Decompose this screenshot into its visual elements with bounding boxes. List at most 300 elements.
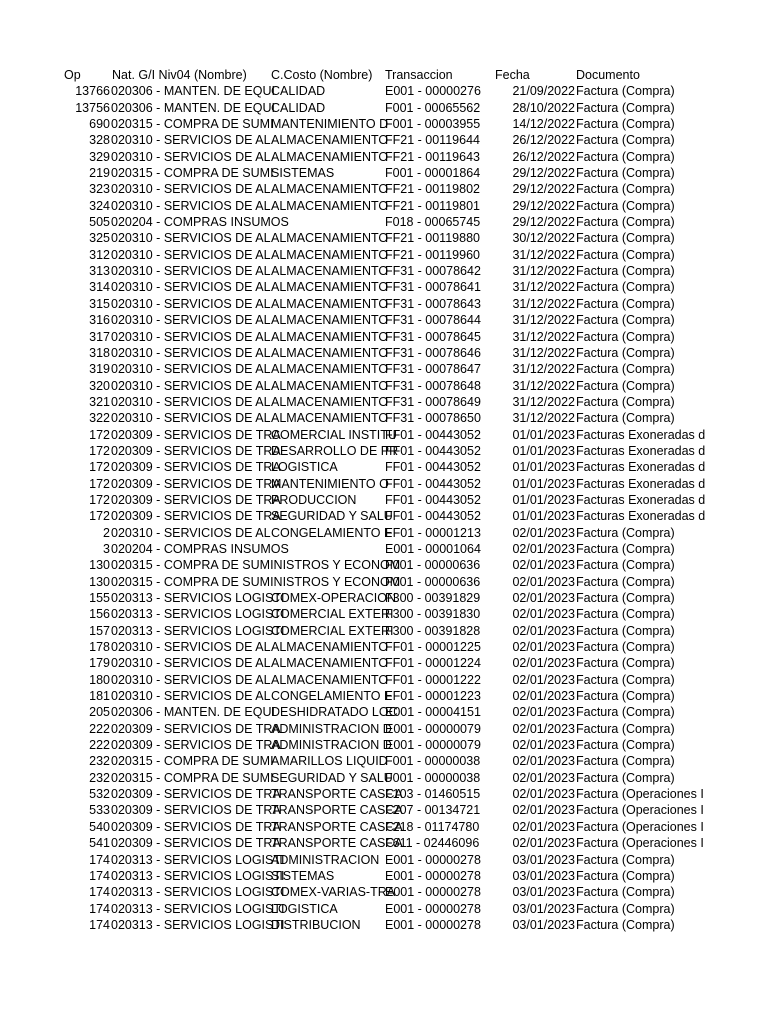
cell-nat: 020309 - SERVICIOS DE TRA: [111, 787, 281, 802]
cell-costo: ADMINISTRACION D: [271, 721, 392, 736]
cell-fecha: 02/01/2023: [512, 721, 575, 736]
cell-costo: ALMACENAMIENTO: [271, 362, 389, 377]
cell-nat: 020309 - SERVICIOS DE TRA: [111, 443, 281, 458]
cell-fecha: 31/12/2022: [512, 345, 575, 360]
table-row: [0, 132, 768, 148]
cell-nat: 020310 - SERVICIOS DE AL: [111, 640, 271, 655]
cell-nat: 020306 - MANTEN. DE EQUI: [111, 100, 275, 115]
cell-transaccion: E001 - 00004151: [385, 705, 481, 720]
table-row: [0, 917, 768, 933]
header-transaccion: Transaccion: [385, 68, 453, 82]
table-row: [0, 263, 768, 279]
cell-fecha: 01/01/2023: [512, 476, 575, 491]
cell-transaccion: FF21 - 00119802: [385, 182, 480, 197]
cell-documento: Factura (Compra): [576, 149, 675, 164]
cell-documento: Facturas Exoneradas d: [576, 443, 706, 458]
cell-documento: Factura (Compra): [576, 885, 675, 900]
table-row: [0, 525, 768, 541]
table-row: [0, 574, 768, 590]
cell-costo: ALMACENAMIENTO: [271, 149, 389, 164]
table-row: [0, 198, 768, 214]
table-row: [0, 852, 768, 868]
cell-nat: 020310 - SERVICIOS DE AL: [111, 264, 271, 279]
cell-transaccion: E001 - 00001064: [385, 541, 481, 556]
cell-fecha: 02/01/2023: [512, 738, 575, 753]
table-row: [0, 606, 768, 622]
cell-op: 690: [89, 117, 110, 132]
cell-transaccion: E001 - 00000278: [385, 917, 481, 932]
cell-transaccion: F001 - 00001864: [385, 166, 481, 181]
cell-nat: 020306 - MANTEN. DE EQUI: [111, 84, 275, 99]
cell-fecha: 03/01/2023: [512, 917, 575, 932]
header-row: [0, 67, 768, 83]
cell-transaccion: FF01 - 00443052: [385, 476, 481, 491]
cell-op: 178: [89, 640, 110, 655]
cell-nat: 020315 - COMPRA DE SUMI: [111, 754, 274, 769]
cell-costo: TRANSPORTE CASCA: [271, 819, 403, 834]
cell-fecha: 31/12/2022: [512, 378, 575, 393]
cell-costo: ALMACENAMIENTO: [271, 378, 389, 393]
cell-nat: 020310 - SERVICIOS DE AL: [111, 689, 271, 704]
cell-costo: LOGISTICA: [271, 460, 338, 475]
cell-fecha: 02/01/2023: [512, 656, 575, 671]
cell-transaccion: E001 - 00000276: [385, 84, 481, 99]
cell-costo: ALMACENAMIENTO: [271, 329, 389, 344]
cell-fecha: 01/01/2023: [512, 427, 575, 442]
cell-nat: 020309 - SERVICIOS DE TRA: [111, 803, 281, 818]
cell-transaccion: FF21 - 00119960: [385, 247, 480, 262]
cell-documento: Factura (Compra): [576, 558, 675, 573]
cell-fecha: 31/12/2022: [512, 329, 575, 344]
cell-transaccion: E001 - 00000079: [385, 738, 481, 753]
spreadsheet: [0, 67, 768, 933]
header-fecha: Fecha: [495, 68, 530, 82]
cell-nat: 020310 - SERVICIOS DE AL: [111, 149, 271, 164]
table-body: [0, 83, 768, 933]
cell-op: 219: [89, 166, 110, 181]
cell-documento: Factura (Compra): [576, 672, 675, 687]
cell-op: 13756: [75, 100, 110, 115]
cell-op: 174: [89, 868, 110, 883]
cell-op: 317: [89, 329, 110, 344]
cell-op: 320: [89, 378, 110, 393]
cell-costo: ALMACENAMIENTO: [271, 672, 389, 687]
cell-fecha: 28/10/2022: [512, 100, 575, 115]
cell-transaccion: F001 - 00000636: [385, 558, 481, 573]
cell-documento: Factura (Compra): [576, 198, 675, 213]
cell-costo: ALMACENAMIENTO: [271, 198, 389, 213]
cell-costo: COMERCIAL EXTERI: [271, 623, 394, 638]
cell-transaccion: E001 - 00000278: [385, 868, 481, 883]
cell-fecha: 03/01/2023: [512, 852, 575, 867]
cell-costo: ALMACENAMIENTO: [271, 394, 389, 409]
cell-op: 174: [89, 852, 110, 867]
cell-fecha: 02/01/2023: [512, 558, 575, 573]
cell-nat: 020310 - SERVICIOS DE AL: [111, 411, 271, 426]
table-row: [0, 345, 768, 361]
table-row: [0, 819, 768, 835]
cell-nat: 020310 - SERVICIOS DE AL: [111, 182, 271, 197]
cell-costo: DESARROLLO DE PR: [271, 443, 399, 458]
cell-transaccion: E001 - 00000278: [385, 852, 481, 867]
table-row: [0, 476, 768, 492]
cell-documento: Factura (Compra): [576, 738, 675, 753]
cell-costo: SEGURIDAD Y SALU: [271, 509, 393, 524]
cell-documento: Factura (Compra): [576, 574, 675, 589]
table-row: [0, 901, 768, 917]
cell-nat: 020309 - SERVICIOS DE TRA: [111, 460, 281, 475]
cell-nat: 020315 - COMPRA DE SUMINISTROS Y ECONOM: [111, 558, 401, 573]
cell-nat: 020309 - SERVICIOS DE TRA: [111, 427, 281, 442]
cell-transaccion: F300 - 00391830: [385, 607, 481, 622]
cell-nat: 020313 - SERVICIOS LOGISTI: [111, 901, 285, 916]
cell-documento: Facturas Exoneradas d: [576, 492, 706, 507]
cell-documento: Factura (Compra): [576, 247, 675, 262]
cell-costo: COMERCIAL INSTITU: [271, 427, 397, 442]
cell-nat: 020310 - SERVICIOS DE AL: [111, 656, 271, 671]
cell-documento: Facturas Exoneradas d: [576, 476, 706, 491]
cell-op: 174: [89, 885, 110, 900]
cell-transaccion: FF31 - 00078643: [385, 296, 481, 311]
table-row: [0, 279, 768, 295]
cell-op: 172: [89, 476, 110, 491]
cell-transaccion: FF21 - 00119644: [385, 133, 480, 148]
cell-op: 232: [89, 754, 110, 769]
cell-fecha: 31/12/2022: [512, 247, 575, 262]
table-row: [0, 378, 768, 394]
cell-documento: Factura (Compra): [576, 166, 675, 181]
cell-transaccion: FF01 - 00001222: [385, 672, 481, 687]
cell-op: 319: [89, 362, 110, 377]
cell-fecha: 01/01/2023: [512, 492, 575, 507]
cell-documento: Factura (Operaciones I: [576, 787, 704, 802]
table-row: [0, 116, 768, 132]
cell-transaccion: F001 - 00000636: [385, 574, 481, 589]
cell-fecha: 31/12/2022: [512, 313, 575, 328]
cell-documento: Factura (Compra): [576, 394, 675, 409]
cell-transaccion: F001 - 00000038: [385, 754, 481, 769]
cell-costo: CALIDAD: [271, 84, 326, 99]
cell-costo: AMARILLOS LIQUID: [271, 754, 388, 769]
cell-fecha: 01/01/2023: [512, 460, 575, 475]
cell-nat: 020310 - SERVICIOS DE AL: [111, 345, 271, 360]
cell-fecha: 26/12/2022: [512, 133, 575, 148]
cell-transaccion: FF31 - 00078642: [385, 264, 481, 279]
cell-op: 180: [89, 672, 110, 687]
table-row: [0, 83, 768, 99]
cell-fecha: 02/01/2023: [512, 574, 575, 589]
cell-fecha: 02/01/2023: [512, 819, 575, 834]
cell-fecha: 31/12/2022: [512, 411, 575, 426]
cell-documento: Factura (Compra): [576, 689, 675, 704]
cell-fecha: 02/01/2023: [512, 525, 575, 540]
cell-documento: Factura (Compra): [576, 917, 675, 932]
cell-op: 155: [89, 591, 110, 605]
cell-costo: ALMACENAMIENTO: [271, 640, 389, 655]
table-row: [0, 672, 768, 688]
cell-fecha: 31/12/2022: [512, 296, 575, 311]
table-row: [0, 165, 768, 181]
cell-fecha: 29/12/2022: [512, 182, 575, 197]
cell-op: 3: [103, 541, 110, 556]
cell-nat: 020310 - SERVICIOS DE AL: [111, 296, 271, 311]
cell-costo: DISTRIBUCION: [271, 917, 361, 932]
cell-op: 321: [89, 394, 110, 409]
cell-transaccion: FF01 - 00443052: [385, 492, 481, 507]
cell-nat: 020310 - SERVICIOS DE AL: [111, 362, 271, 377]
cell-nat: 020310 - SERVICIOS DE AL: [111, 672, 271, 687]
cell-costo: TRANSPORTE CASCA: [271, 836, 403, 851]
cell-transaccion: E001 - 00000079: [385, 721, 481, 736]
cell-costo: DESHIDRATADO LOC: [271, 705, 398, 720]
cell-transaccion: FF21 - 00119801: [385, 198, 480, 213]
cell-nat: 020313 - SERVICIOS LOGISTI: [111, 885, 285, 900]
cell-op: 222: [89, 738, 110, 753]
cell-transaccion: FF21 - 00119880: [385, 231, 480, 246]
cell-fecha: 29/12/2022: [512, 166, 575, 181]
cell-documento: Factura (Compra): [576, 623, 675, 638]
cell-costo: ALMACENAMIENTO: [271, 133, 389, 148]
cell-fecha: 03/01/2023: [512, 868, 575, 883]
cell-transaccion: FF31 - 00078649: [385, 394, 481, 409]
table-row: [0, 721, 768, 737]
cell-nat: 020313 - SERVICIOS LOGISTI: [111, 852, 285, 867]
cell-documento: Facturas Exoneradas d: [576, 460, 706, 475]
cell-fecha: 02/01/2023: [512, 541, 575, 556]
cell-fecha: 30/12/2022: [512, 231, 575, 246]
cell-op: 130: [89, 558, 110, 573]
cell-costo: ALMACENAMIENTO: [271, 231, 389, 246]
cell-documento: Factura (Compra): [576, 133, 675, 148]
cell-costo: ALMACENAMIENTO: [271, 182, 389, 197]
header-documento: Documento: [576, 68, 640, 82]
table-row: [0, 802, 768, 818]
cell-transaccion: FF21 - 00119643: [385, 149, 480, 164]
table-row: [0, 541, 768, 557]
cell-costo: ALMACENAMIENTO: [271, 264, 389, 279]
table-row: [0, 230, 768, 246]
cell-documento: Factura (Compra): [576, 901, 675, 916]
cell-op: 181: [89, 689, 110, 704]
cell-nat: 020306 - MANTEN. DE EQUI: [111, 705, 275, 720]
cell-nat: 020310 - SERVICIOS DE AL: [111, 133, 271, 148]
cell-fecha: 02/01/2023: [512, 705, 575, 720]
cell-transaccion: FF01 - 00001225: [385, 640, 481, 655]
cell-documento: Factura (Compra): [576, 525, 675, 540]
cell-costo: ADMINISTRACION: [271, 852, 380, 867]
cell-costo: TRANSPORTE CASCA: [271, 803, 403, 818]
cell-costo: ALMACENAMIENTO: [271, 656, 389, 671]
cell-transaccion: FF01 - 00001223: [385, 689, 481, 704]
header-nat: Nat. G/I Niv04 (Nombre): [112, 68, 247, 82]
header-op: Op: [64, 68, 81, 82]
cell-op: 324: [89, 198, 110, 213]
cell-transaccion: F300 - 00391829: [385, 591, 481, 605]
cell-costo: ALMACENAMIENTO: [271, 280, 389, 295]
table-row: [0, 312, 768, 328]
cell-transaccion: F207 - 00134721: [385, 803, 481, 818]
cell-costo: ALMACENAMIENTO: [271, 247, 389, 262]
cell-fecha: 29/12/2022: [512, 198, 575, 213]
cell-transaccion: FF01 - 00443052: [385, 443, 481, 458]
table-row: [0, 181, 768, 197]
cell-nat: 020309 - SERVICIOS DE TRA: [111, 819, 281, 834]
cell-fecha: 21/09/2022: [512, 84, 575, 99]
cell-op: 222: [89, 721, 110, 736]
cell-documento: Factura (Compra): [576, 607, 675, 622]
cell-costo: ALMACENAMIENTO: [271, 345, 389, 360]
cell-transaccion: FF01 - 00001213: [385, 525, 481, 540]
cell-fecha: 02/01/2023: [512, 689, 575, 704]
cell-transaccion: FF31 - 00078645: [385, 329, 481, 344]
cell-documento: Factura (Compra): [576, 705, 675, 720]
cell-costo: PRODUCCION: [271, 492, 357, 507]
table-row: [0, 361, 768, 377]
cell-costo: COMERCIAL EXTERI: [271, 607, 394, 622]
cell-fecha: 02/01/2023: [512, 640, 575, 655]
cell-nat: 020313 - SERVICIOS LOGISTI: [111, 917, 285, 932]
cell-nat: 020309 - SERVICIOS DE TRA: [111, 492, 281, 507]
cell-documento: Factura (Compra): [576, 117, 675, 132]
table-row: [0, 247, 768, 263]
cell-op: 532: [89, 787, 110, 802]
cell-documento: Factura (Compra): [576, 378, 675, 393]
cell-documento: Factura (Compra): [576, 640, 675, 655]
cell-nat: 020315 - COMPRA DE SUMI: [111, 770, 274, 785]
cell-costo: COMEX-VARIAS-TRA: [271, 885, 396, 900]
cell-documento: Factura (Compra): [576, 868, 675, 883]
cell-transaccion: FF31 - 00078644: [385, 313, 481, 328]
cell-transaccion: F103 - 01460515: [385, 787, 481, 802]
cell-op: 323: [89, 182, 110, 197]
table-row: [0, 296, 768, 312]
cell-fecha: 03/01/2023: [512, 901, 575, 916]
cell-transaccion: F001 - 00003955: [385, 117, 481, 132]
cell-transaccion: FF01 - 00443052: [385, 427, 481, 442]
cell-op: 172: [89, 427, 110, 442]
cell-nat: 020309 - SERVICIOS DE TRA: [111, 509, 281, 524]
cell-costo: SISTEMAS: [271, 166, 335, 181]
cell-nat: 020310 - SERVICIOS DE AL: [111, 231, 271, 246]
cell-op: 157: [89, 623, 110, 638]
cell-nat: 020313 - SERVICIOS LOGISTI: [111, 591, 285, 605]
cell-documento: Factura (Compra): [576, 362, 675, 377]
cell-costo: COMEX-OPERACION: [271, 591, 397, 605]
cell-transaccion: FF01 - 00001224: [385, 656, 481, 671]
table-row: [0, 329, 768, 345]
cell-costo: LOGISTICA: [271, 901, 338, 916]
cell-nat: 020204 - COMPRAS INSUMOS: [111, 541, 289, 556]
cell-documento: Factura (Compra): [576, 721, 675, 736]
cell-documento: Factura (Compra): [576, 215, 675, 230]
cell-transaccion: F018 - 00065745: [385, 215, 481, 230]
cell-documento: Factura (Compra): [576, 656, 675, 671]
cell-transaccion: F611 - 02446096: [385, 836, 480, 851]
table-row: [0, 557, 768, 573]
table-row: [0, 149, 768, 165]
cell-nat: 020313 - SERVICIOS LOGISTI: [111, 868, 285, 883]
cell-transaccion: F300 - 00391828: [385, 623, 481, 638]
cell-fecha: 02/01/2023: [512, 623, 575, 638]
cell-transaccion: F218 - 01174780: [385, 819, 480, 834]
cell-fecha: 02/01/2023: [512, 591, 575, 605]
cell-fecha: 03/01/2023: [512, 885, 575, 900]
cell-transaccion: FF01 - 00443052: [385, 460, 481, 475]
cell-op: 172: [89, 460, 110, 475]
cell-documento: Factura (Operaciones I: [576, 836, 704, 851]
cell-nat: 020310 - SERVICIOS DE AL: [111, 525, 271, 540]
cell-documento: Factura (Compra): [576, 231, 675, 246]
cell-documento: Factura (Compra): [576, 852, 675, 867]
cell-transaccion: FF31 - 00078647: [385, 362, 481, 377]
table-row: [0, 753, 768, 769]
cell-transaccion: F001 - 00065562: [385, 100, 481, 115]
cell-op: 325: [89, 231, 110, 246]
cell-costo: ALMACENAMIENTO: [271, 313, 389, 328]
cell-nat: 020315 - COMPRA DE SUMI: [111, 117, 274, 132]
cell-op: 312: [89, 247, 110, 262]
cell-op: 540: [89, 819, 110, 834]
cell-documento: Factura (Operaciones I: [576, 819, 704, 834]
cell-documento: Factura (Compra): [576, 100, 675, 115]
cell-fecha: 01/01/2023: [512, 443, 575, 458]
cell-fecha: 31/12/2022: [512, 264, 575, 279]
cell-costo: SISTEMAS: [271, 868, 335, 883]
cell-op: 316: [89, 313, 110, 328]
cell-op: 172: [89, 443, 110, 458]
cell-fecha: 02/01/2023: [512, 607, 575, 622]
cell-documento: Factura (Compra): [576, 264, 675, 279]
cell-op: 179: [89, 656, 110, 671]
cell-documento: Facturas Exoneradas d: [576, 509, 706, 524]
cell-transaccion: E001 - 00000278: [385, 901, 481, 916]
cell-op: 533: [89, 803, 110, 818]
table-row: [0, 427, 768, 443]
table-row: [0, 590, 768, 606]
table-row: [0, 884, 768, 900]
cell-transaccion: FF31 - 00078646: [385, 345, 481, 360]
cell-nat: 020315 - COMPRA DE SUMINISTROS Y ECONOM: [111, 574, 401, 589]
cell-nat: 020204 - COMPRAS INSUMOS: [111, 215, 289, 230]
cell-op: 322: [89, 411, 110, 426]
header-costo: C.Costo (Nombre): [271, 68, 373, 82]
table-row: [0, 639, 768, 655]
cell-op: 156: [89, 607, 110, 622]
cell-transaccion: FF01 - 00443052: [385, 509, 481, 524]
cell-fecha: 02/01/2023: [512, 836, 575, 851]
cell-nat: 020309 - SERVICIOS DE TRA: [111, 721, 281, 736]
cell-documento: Facturas Exoneradas d: [576, 427, 706, 442]
cell-documento: Factura (Compra): [576, 541, 675, 556]
cell-fecha: 31/12/2022: [512, 362, 575, 377]
cell-fecha: 26/12/2022: [512, 149, 575, 164]
table-row: [0, 100, 768, 116]
cell-costo: CONGELAMIENTO E: [271, 689, 393, 704]
cell-nat: 020310 - SERVICIOS DE AL: [111, 198, 271, 213]
table-row: [0, 704, 768, 720]
cell-transaccion: FF31 - 00078648: [385, 378, 481, 393]
cell-costo: CONGELAMIENTO E: [271, 525, 393, 540]
table-row: [0, 655, 768, 671]
cell-op: 174: [89, 917, 110, 932]
cell-op: 328: [89, 133, 110, 148]
cell-documento: Factura (Compra): [576, 329, 675, 344]
cell-transaccion: FF31 - 00078641: [385, 280, 481, 295]
cell-fecha: 02/01/2023: [512, 770, 575, 785]
cell-nat: 020313 - SERVICIOS LOGISTI: [111, 607, 285, 622]
table-row: [0, 737, 768, 753]
cell-costo: TRANSPORTE CASCA: [271, 787, 403, 802]
